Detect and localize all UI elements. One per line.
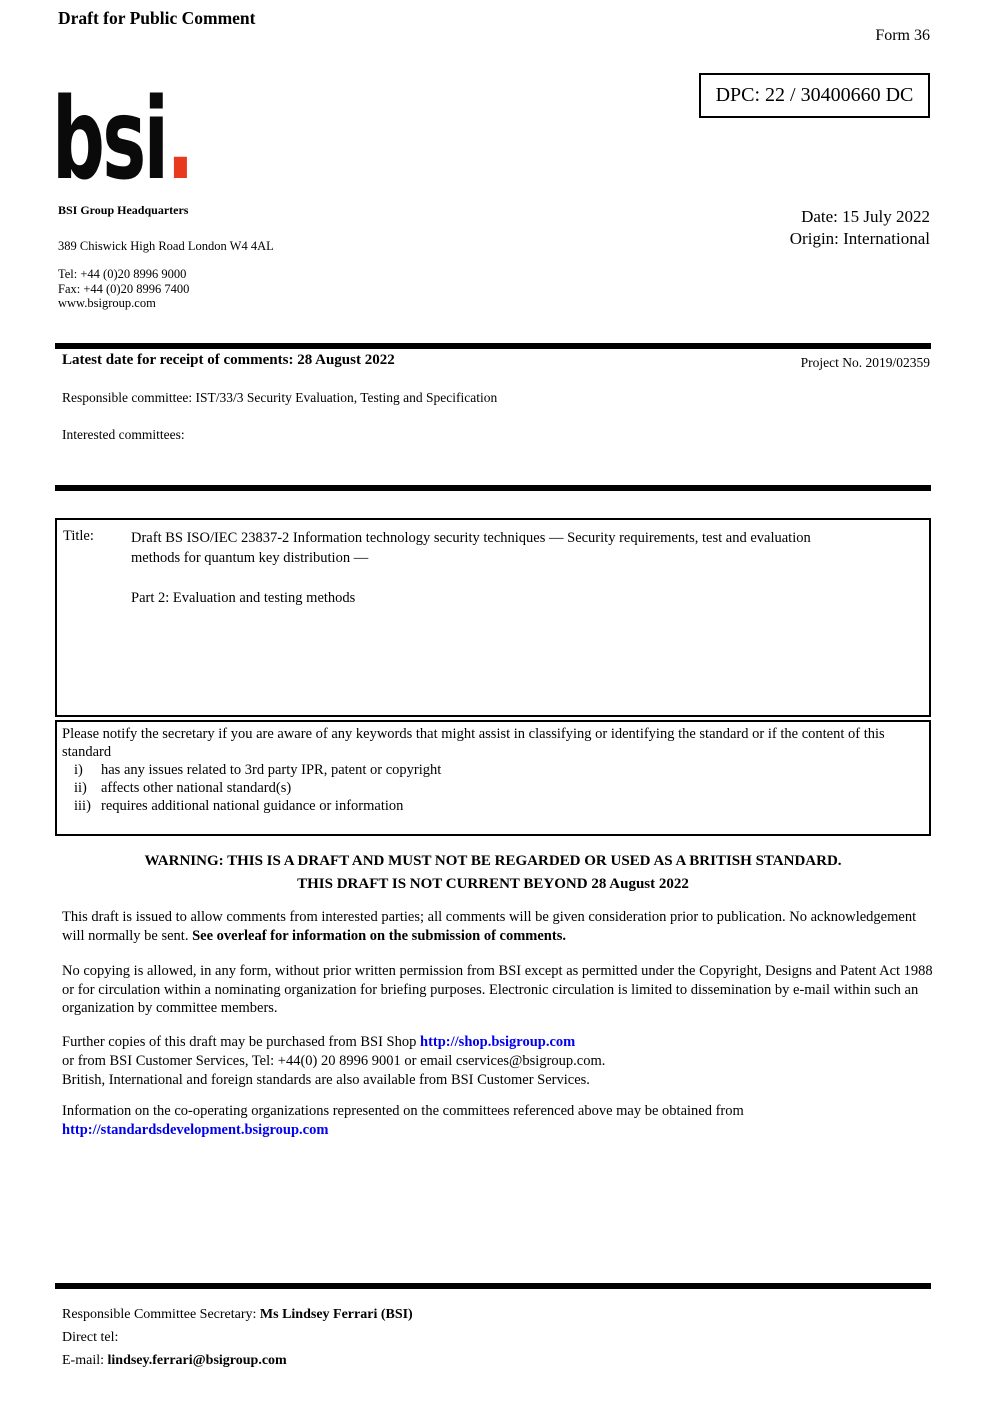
no-copying-paragraph: No copying is allowed, in any form, without prior written permission from BSI except as permitted under the Copyright, Designs and Patent Act 1988 or for circulation within a nominating organization for briefing purposes. Electronic circulation is limited to dissemination by e-mail within such an organization by committee members. bbox=[62, 963, 933, 1017]
divider-bottom bbox=[55, 1283, 931, 1289]
secretary-line bbox=[62, 1303, 413, 1326]
hq-address: 389 Chiswick High Road London W4 4AL bbox=[58, 239, 274, 253]
title-text: Draft BS ISO/IEC 23837-2 Information technology security techniques — Security requirements, test and evaluation methods for quantum key distribution — bbox=[131, 530, 811, 566]
dpc-number: DPC: 22 / 30400660 DC bbox=[715, 84, 914, 106]
doc-date: Date: 15 July 2022 bbox=[801, 207, 930, 226]
secretary-label: Responsible Committee Secretary: bbox=[62, 1307, 260, 1322]
further-copies-paragraph bbox=[62, 1033, 936, 1090]
warning-line-2: THIS DRAFT IS NOT CURRENT BEYOND 28 August 2022 bbox=[297, 875, 689, 892]
bsi-shop-link[interactable]: http://shop.bsigroup.com bbox=[420, 1034, 576, 1050]
document-classification: Draft for Public Comment bbox=[58, 8, 256, 28]
divider-top bbox=[55, 343, 931, 349]
interested-committees: Interested committees: bbox=[62, 427, 185, 442]
keyword-item bbox=[62, 761, 924, 779]
further-copies-line-3: British, International and foreign standards are also available from BSI Customer Services. bbox=[62, 1072, 590, 1088]
email-address: lindsey.ferrari@bsigroup.com bbox=[107, 1353, 287, 1368]
draft-issued-text: This draft is issued to allow comments from interested parties; all comments will be given consideration prior to publication. No acknowledgement will normally be sent. bbox=[62, 909, 917, 944]
keyword-item bbox=[62, 797, 924, 815]
bsi-logo bbox=[52, 75, 192, 205]
draft-issued-paragraph bbox=[62, 908, 934, 945]
hq-tel: Tel: +44 (0)20 8996 9000 bbox=[58, 267, 187, 281]
further-copies-line-2: or from BSI Customer Services, Tel: +44(0) 20 8996 9001 or email cservices@bsigroup.com. bbox=[62, 1053, 606, 1069]
title-label: Title: bbox=[63, 528, 94, 544]
date-origin-block bbox=[600, 206, 930, 250]
keyword-num: iii) bbox=[74, 798, 91, 814]
secretary-name: Ms Lindsey Ferrari (BSI) bbox=[259, 1307, 413, 1322]
keyword-text: affects other national standard(s) bbox=[101, 780, 292, 796]
bsi-logo-red-dot: . bbox=[166, 75, 192, 205]
cooperating-info-text: Information on the co-operating organizations represented on the committees referenced above may be obtained from bbox=[62, 1103, 744, 1119]
title-part: Part 2: Evaluation and testing methods bbox=[131, 590, 356, 606]
latest-date-for-comments: Latest date for receipt of comments: 28 August 2022 bbox=[62, 352, 395, 368]
dpc-number-box bbox=[699, 73, 930, 118]
email-label: E-mail: bbox=[62, 1353, 108, 1368]
keyword-num: i) bbox=[74, 762, 83, 778]
draft-issued-bold-text: See overleaf for information on the submission of comments. bbox=[192, 927, 566, 944]
keyword-text: requires additional national guidance or information bbox=[101, 798, 404, 814]
keywords-box bbox=[55, 720, 931, 836]
hq-website: www.bsigroup.com bbox=[58, 296, 156, 311]
keyword-num: ii) bbox=[74, 780, 87, 796]
keywords-intro: Please notify the secretary if you are aware of any keywords that might assist in classifying or identifying the standard or if the content of this standard bbox=[62, 726, 885, 760]
direct-tel: Direct tel: bbox=[62, 1330, 119, 1345]
further-copies-text: Further copies of this draft may be purchased from BSI Shop bbox=[62, 1034, 420, 1050]
project-number: Project No. 2019/02359 bbox=[800, 355, 930, 370]
divider-middle bbox=[55, 485, 931, 491]
title-box bbox=[55, 518, 931, 717]
secretary-block bbox=[62, 1303, 413, 1372]
bsi-logo-text: bsi bbox=[52, 75, 167, 205]
cooperating-info-paragraph bbox=[62, 1102, 936, 1140]
further-copies-line-1 bbox=[62, 1033, 936, 1052]
hq-heading: BSI Group Headquarters bbox=[58, 203, 189, 217]
hq-fax: Fax: +44 (0)20 8996 7400 bbox=[58, 281, 190, 296]
email-line bbox=[62, 1349, 413, 1372]
doc-origin: Origin: International bbox=[789, 229, 930, 248]
form-number: Form 36 bbox=[875, 27, 930, 44]
keyword-text: has any issues related to 3rd party IPR, patent or copyright bbox=[101, 762, 442, 778]
keyword-item bbox=[62, 779, 924, 797]
warning-line-1: WARNING: THIS IS A DRAFT AND MUST NOT BE REGARDED OR USED AS A BRITISH STANDARD. bbox=[144, 853, 842, 869]
title-content bbox=[131, 528, 851, 709]
standards-development-link[interactable]: http://standardsdevelopment.bsigroup.com bbox=[62, 1122, 329, 1138]
responsible-committee: Responsible committee: IST/33/3 Security Evaluation, Testing and Specification bbox=[62, 390, 498, 405]
warning-block bbox=[55, 850, 931, 895]
hq-contact-block bbox=[58, 267, 189, 311]
